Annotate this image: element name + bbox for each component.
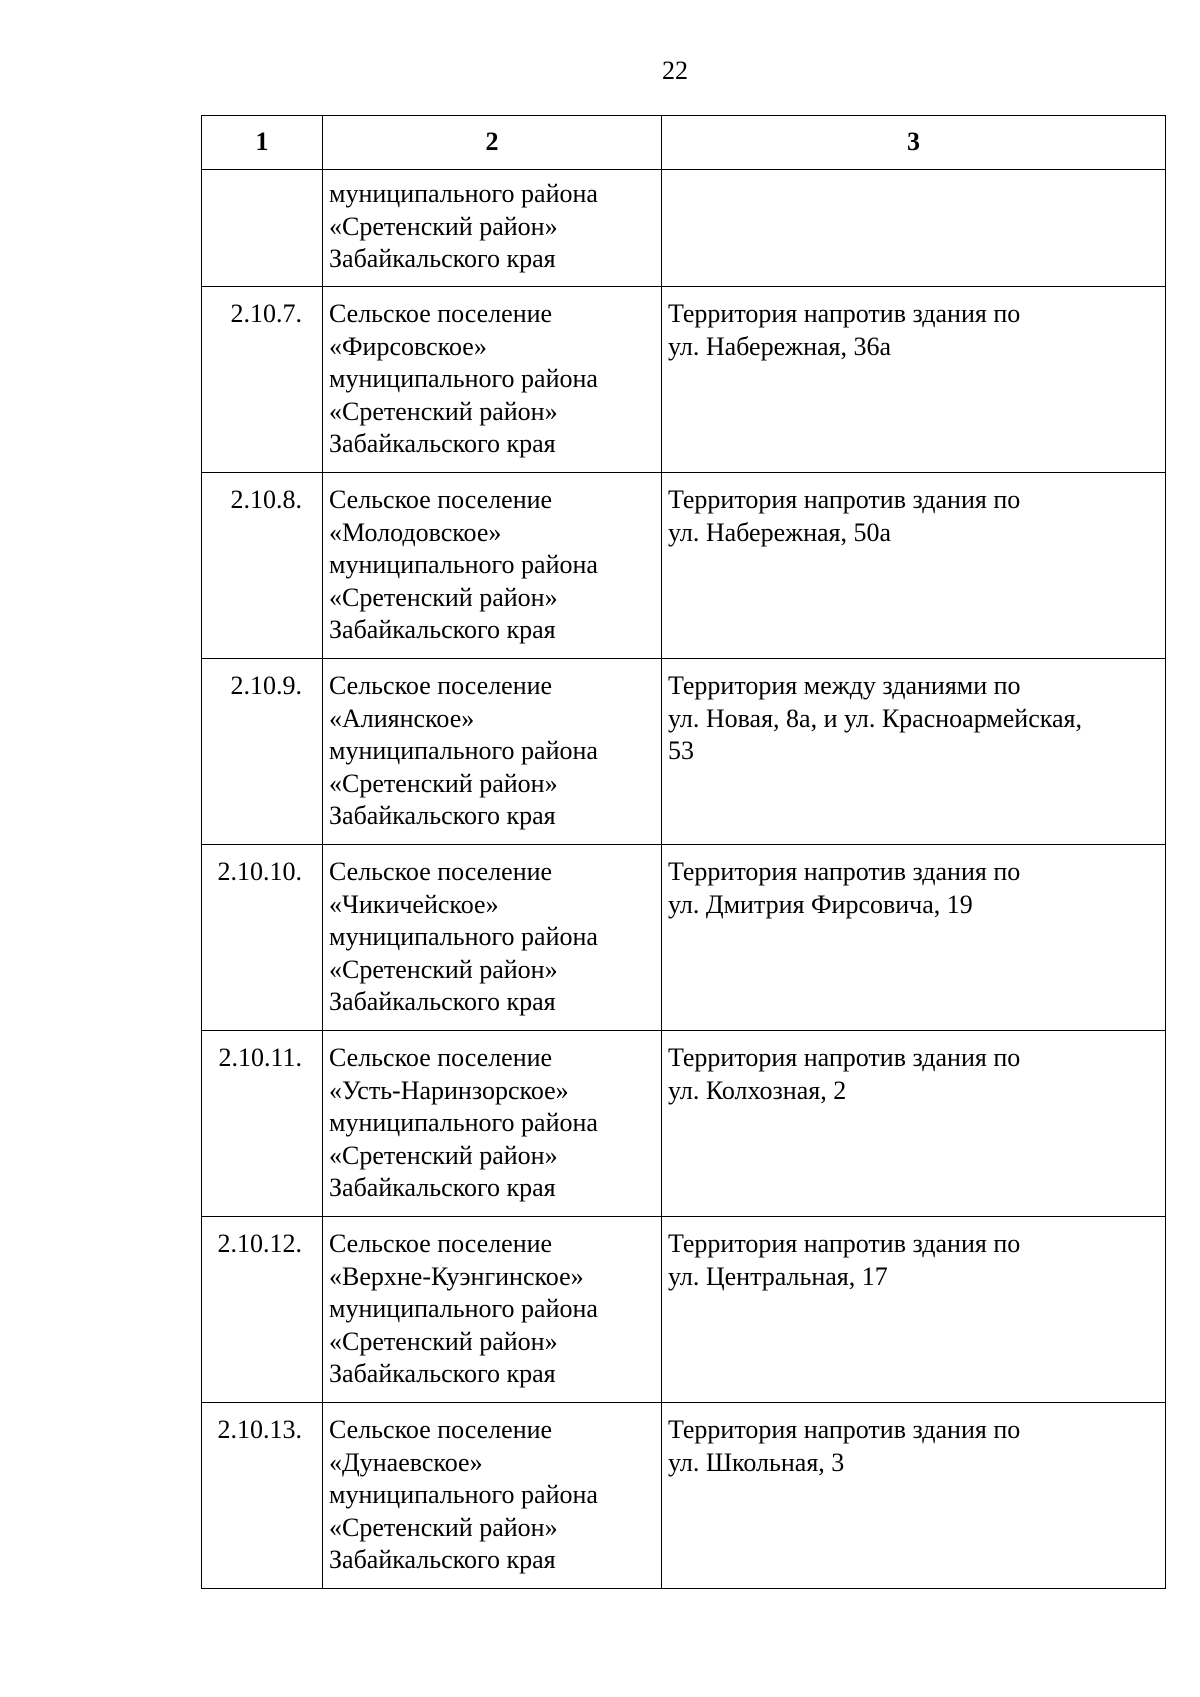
settlement-line: Сельское поселение [329, 857, 553, 886]
settlement-line: Сельское поселение [329, 1043, 553, 1072]
settlement-cell [323, 1403, 662, 1589]
territory-line: 53 [668, 736, 694, 765]
row-number-cell: 2.10.13. [202, 1403, 323, 1589]
territory-line: ул. Дмитрия Фирсовича, 19 [668, 889, 973, 919]
territory-line: Территория напротив здания по [668, 299, 1021, 328]
settlement-line: муниципального района [329, 1294, 598, 1323]
table-row [202, 1031, 1166, 1217]
settlement-cell [323, 1217, 662, 1403]
header-column-1: 1 [202, 116, 323, 170]
territory-cell [662, 845, 1166, 1031]
territory-line: ул. Центральная, 17 [668, 1261, 888, 1291]
territory-line: ул. Школьная, 3 [668, 1447, 845, 1477]
territories-table [201, 115, 1166, 1589]
table-row [202, 1217, 1166, 1403]
row-number-cell [202, 170, 323, 287]
territory-line: ул. Колхозная, 2 [668, 1075, 847, 1105]
settlement-line: муниципального района [329, 922, 598, 951]
settlement-line: муниципального района [329, 736, 598, 765]
settlement-line: муниципального района [329, 1108, 598, 1137]
settlement-cell [323, 1031, 662, 1217]
settlement-line: Сельское поселение [329, 299, 553, 328]
settlement-line: муниципального района [329, 179, 598, 208]
row-number-cell: 2.10.8. [202, 473, 323, 659]
settlement-cell [323, 659, 662, 845]
table-row [202, 287, 1166, 473]
territory-cell [662, 659, 1166, 845]
settlement-line: «Дунаевское» [329, 1447, 483, 1477]
table-row [202, 845, 1166, 1031]
settlement-cell [323, 287, 662, 473]
table-header [202, 116, 1166, 170]
settlement-line: Сельское поселение [329, 485, 553, 514]
table-row [202, 1403, 1166, 1589]
settlement-line: «Сретенский район» [329, 211, 558, 241]
settlement-line: Забайкальского края [329, 801, 556, 830]
settlement-line: «Сретенский район» [329, 396, 558, 426]
territory-cell [662, 1403, 1166, 1589]
settlement-line: Сельское поселение [329, 671, 553, 700]
settlement-line: «Сретенский район» [329, 1326, 558, 1356]
settlement-line: муниципального района [329, 550, 598, 579]
settlement-cell [323, 170, 662, 287]
territory-line: Территория напротив здания по [668, 857, 1021, 886]
settlement-line: «Алиянское» [329, 703, 475, 733]
continuation-row [202, 170, 1166, 287]
settlement-line: Забайкальского края [329, 1173, 556, 1202]
settlement-line: «Сретенский район» [329, 1512, 558, 1542]
settlement-line: «Молодовское» [329, 517, 502, 547]
settlement-line: муниципального района [329, 1480, 598, 1509]
row-number-cell: 2.10.10. [202, 845, 323, 1031]
territory-cell [662, 287, 1166, 473]
settlement-line: Забайкальского края [329, 987, 556, 1016]
settlement-line: Забайкальского края [329, 1359, 556, 1388]
header-column-2: 2 [323, 116, 662, 170]
settlement-line: Забайкальского края [329, 429, 556, 458]
settlement-line: Сельское поселение [329, 1229, 553, 1258]
territory-line: Территория напротив здания по [668, 1043, 1021, 1072]
header-column-3: 3 [662, 116, 1166, 170]
territory-line: ул. Новая, 8а, и ул. Красноармейская, [668, 703, 1082, 733]
settlement-line: «Фирсовское» [329, 331, 487, 361]
table-row [202, 659, 1166, 845]
settlement-line: «Чикичейское» [329, 889, 499, 919]
settlement-line: «Усть-Наринзорское» [329, 1075, 569, 1105]
page-number: 22 [662, 56, 688, 85]
territory-cell [662, 1217, 1166, 1403]
settlement-cell [323, 845, 662, 1031]
header-row [202, 116, 1166, 170]
settlement-line: «Сретенский район» [329, 582, 558, 612]
territory-cell [662, 473, 1166, 659]
territory-line: Территория напротив здания по [668, 1415, 1021, 1444]
territory-cell [662, 1031, 1166, 1217]
settlement-line: «Верхне-Куэнгинское» [329, 1261, 584, 1291]
territory-line: Территория напротив здания по [668, 485, 1021, 514]
territory-line: Территория между зданиями по [668, 671, 1021, 700]
settlement-line: «Сретенский район» [329, 954, 558, 984]
settlement-line: муниципального района [329, 364, 598, 393]
territory-line: ул. Набережная, 50а [668, 517, 892, 547]
settlement-line: Сельское поселение [329, 1415, 553, 1444]
settlement-line: Забайкальского края [329, 244, 556, 273]
table-body [202, 170, 1166, 1589]
settlement-line: Забайкальского края [329, 615, 556, 644]
territory-line: Территория напротив здания по [668, 1229, 1021, 1258]
settlement-line: «Сретенский район» [329, 768, 558, 798]
row-number-cell: 2.10.9. [202, 659, 323, 845]
row-number-cell: 2.10.7. [202, 287, 323, 473]
settlement-line: Забайкальского края [329, 1545, 556, 1574]
row-number-cell: 2.10.11. [202, 1031, 323, 1217]
territory-line: ул. Набережная, 36а [668, 331, 892, 361]
table-row [202, 473, 1166, 659]
row-number-cell: 2.10.12. [202, 1217, 323, 1403]
settlement-cell [323, 473, 662, 659]
settlement-line: «Сретенский район» [329, 1140, 558, 1170]
territory-cell [662, 170, 1166, 287]
